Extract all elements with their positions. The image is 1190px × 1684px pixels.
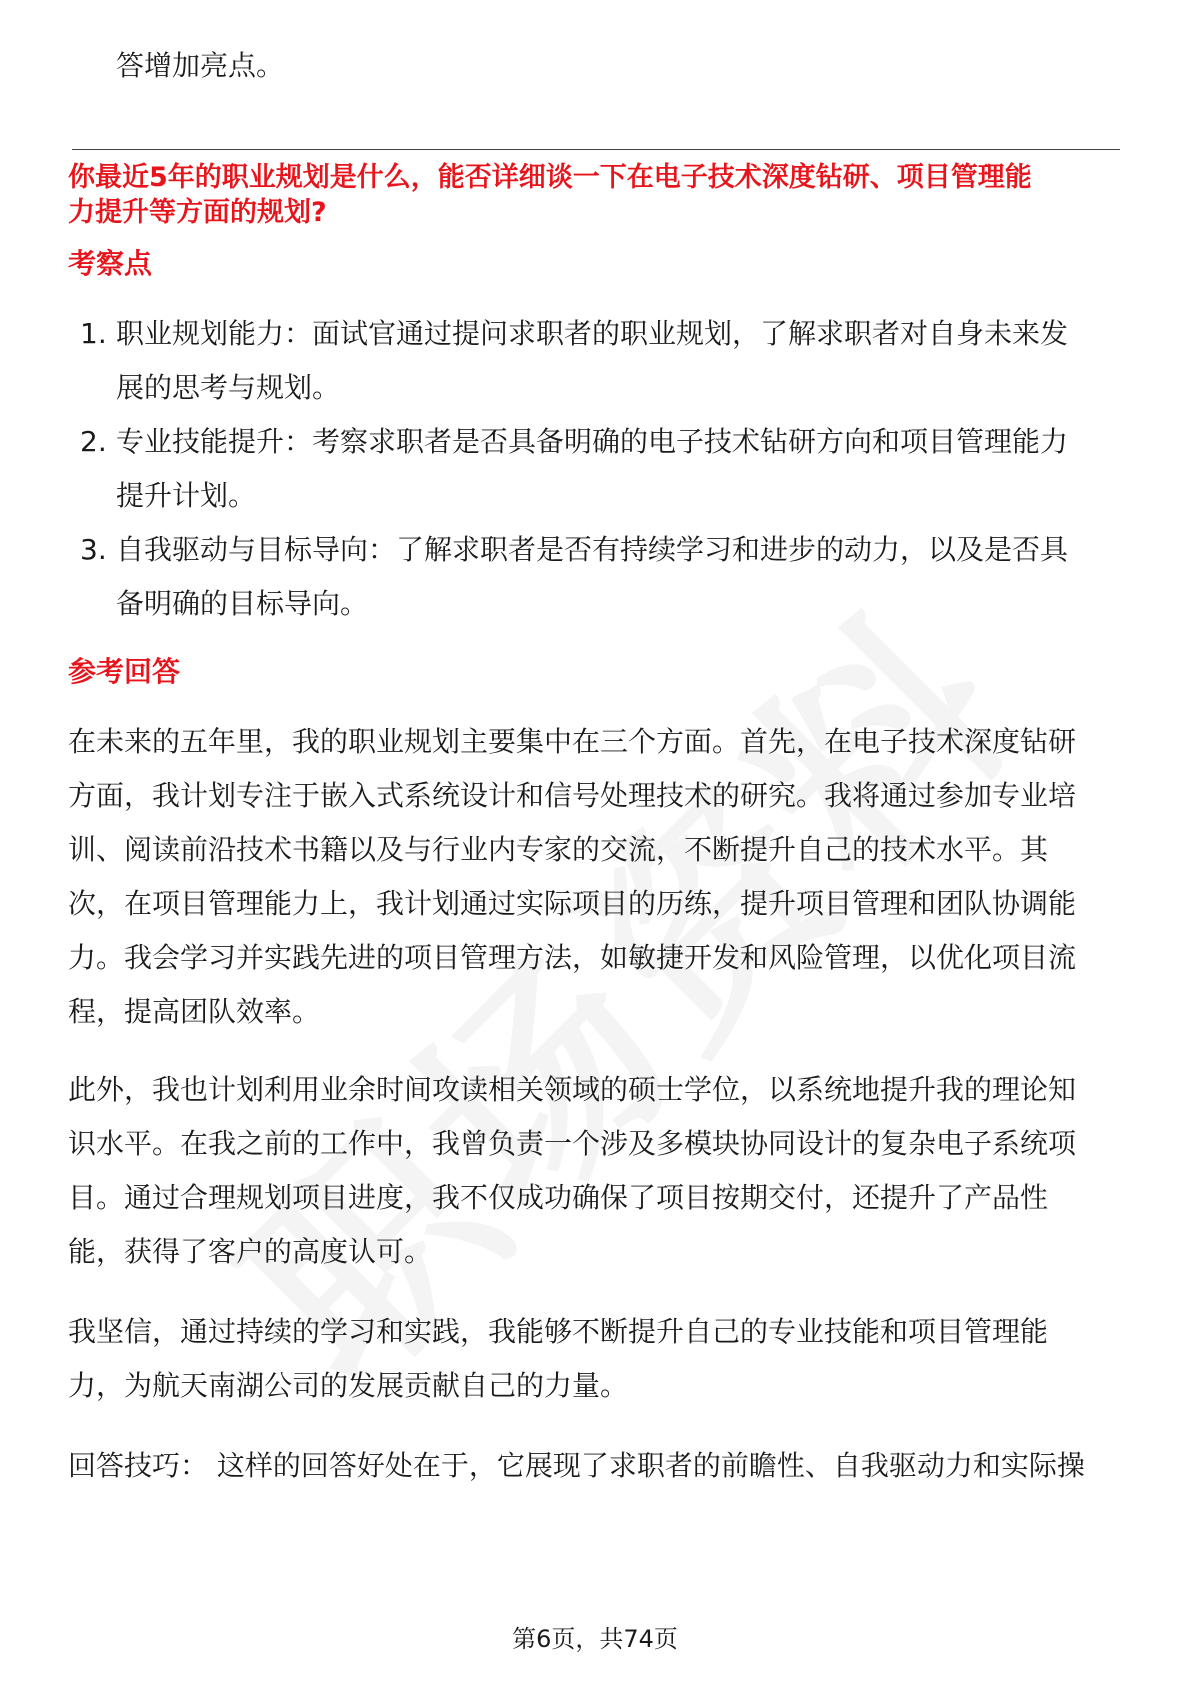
question-line-1: 你最近5年的职业规划是什么，能否详细谈一下在电子技术深度钻研、项目管理能 xyxy=(68,162,1032,193)
divider xyxy=(72,149,1120,150)
paragraph-line: 此外，我也计划利用业余时间攻读相关领域的硕士学位，以系统地提升我的理论知 xyxy=(68,1073,1077,1106)
list-item-line: 职业规划能力：面试官通过提问求职者的职业规划，了解求职者对自身未来发 xyxy=(116,317,1069,350)
paragraph-line: 力，为航天南湖公司的发展贡献自己的力量。 xyxy=(68,1369,629,1402)
list-item-line: 展的思考与规划。 xyxy=(116,371,341,404)
paragraph-line: 能，获得了客户的高度认可。 xyxy=(68,1235,433,1268)
list-item-line: 备明确的目标导向。 xyxy=(116,587,369,620)
paragraph-line: 程，提高团队效率。 xyxy=(68,995,321,1028)
list-item-line: 提升计划。 xyxy=(116,479,257,512)
paragraph-line: 力。我会学习并实践先进的项目管理方法，如敏捷开发和风险管理，以优化项目流 xyxy=(68,941,1077,974)
watermark xyxy=(162,532,1069,1439)
list-item-line: 自我驱动与目标导向：了解求职者是否有持续学习和进步的动力，以及是否具 xyxy=(116,533,1069,566)
paragraph-line: 次，在项目管理能力上，我计划通过实际项目的历练，提升项目管理和团队协调能 xyxy=(68,887,1077,920)
continuation-text: 答增加亮点。 xyxy=(116,49,285,82)
list-item-line: 专业技能提升：考察求职者是否具备明确的电子技术钻研方向和项目管理能力 xyxy=(116,425,1069,458)
paragraph-line: 训、阅读前沿技术书籍以及与行业内专家的交流，不断提升自己的技术水平。其 xyxy=(68,833,1049,866)
paragraph-line: 在未来的五年里，我的职业规划主要集中在三个方面。首先，在电子技术深度钻研 xyxy=(68,725,1077,758)
list-item-number: 3. xyxy=(80,533,107,566)
paragraph-line: 识水平。在我之前的工作中，我曾负责一个涉及多模块协同设计的复杂电子系统项 xyxy=(68,1127,1077,1160)
list-item-number: 2. xyxy=(80,425,107,458)
list-item-number: 1. xyxy=(80,317,107,350)
section-heading-answer: 参考回答 xyxy=(68,655,181,688)
page-number: 第6页，共74页 xyxy=(512,1625,678,1653)
paragraph-line: 目。通过合理规划项目进度，我不仅成功确保了项目按期交付，还提升了产品性 xyxy=(68,1181,1049,1214)
section-heading-points: 考察点 xyxy=(68,247,153,280)
paragraph-line: 我坚信，通过持续的学习和实践，我能够不断提升自己的专业技能和项目管理能 xyxy=(68,1315,1049,1348)
question-line-2: 力提升等方面的规划? xyxy=(68,197,327,228)
answer-tip-line: 回答技巧： 这样的回答好处在于，它展现了求职者的前瞻性、自我驱动力和实际操 xyxy=(68,1449,1085,1482)
paragraph-line: 方面，我计划专注于嵌入式系统设计和信号处理技术的研究。我将通过参加专业培 xyxy=(68,779,1077,812)
